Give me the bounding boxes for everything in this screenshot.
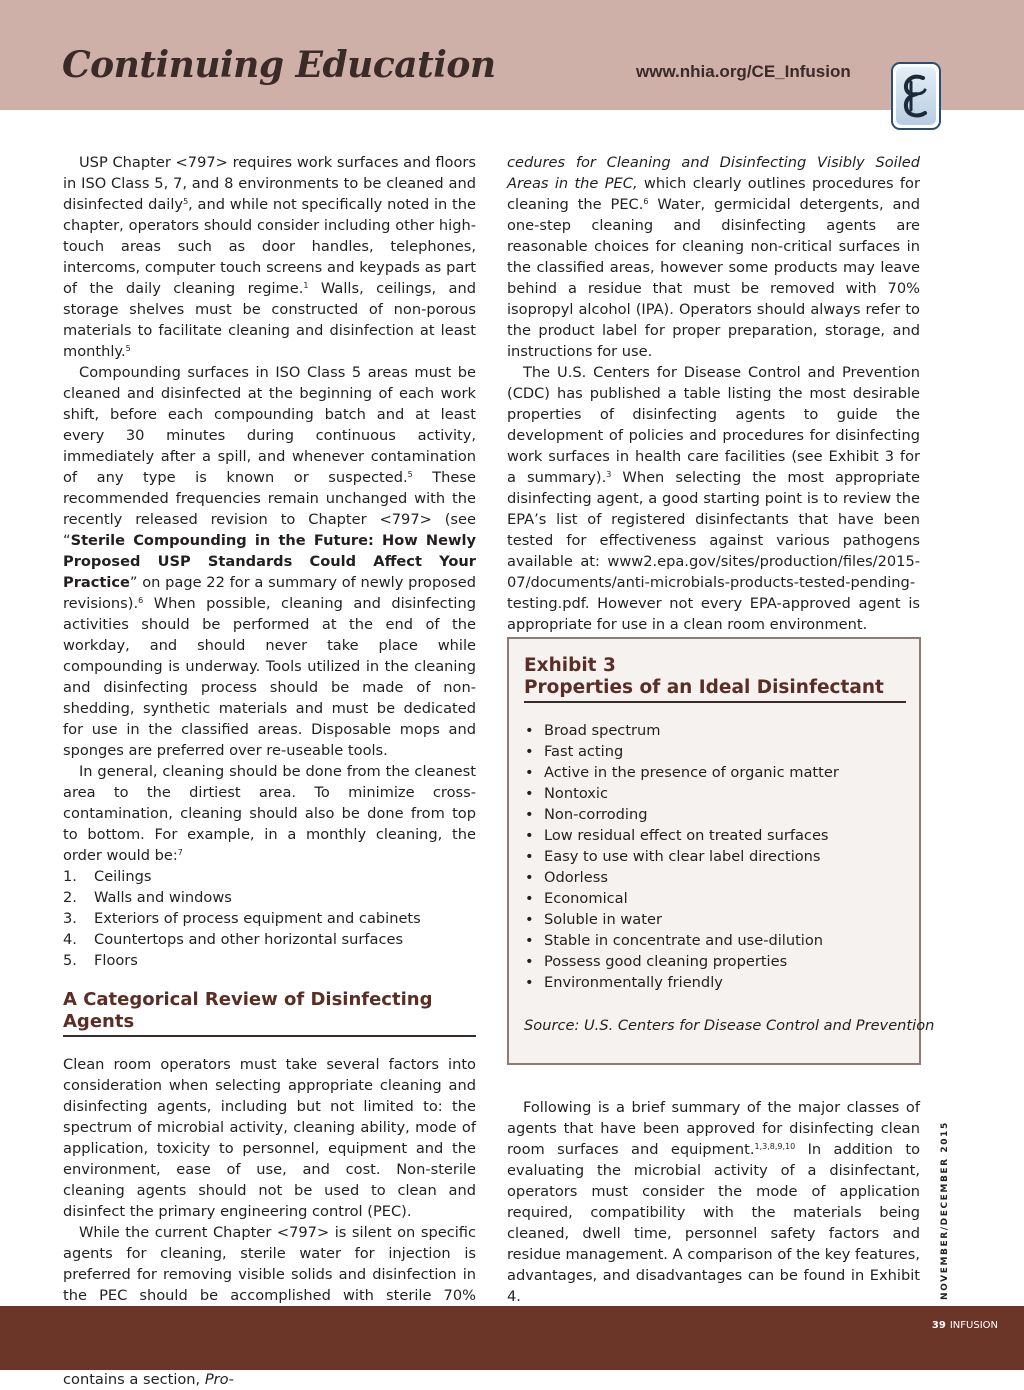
page-header [0, 0, 1024, 110]
list-item: • Stable in concentrate and use-dilution [524, 930, 906, 951]
exhibit-source: Source: U.S. Centers for Disease Control and Prevention [524, 1017, 935, 1034]
right-column [507, 152, 920, 635]
section-title: Continuing Education [62, 44, 496, 86]
exhibit-box [507, 637, 935, 1065]
list-item: 2. Walls and windows [63, 889, 232, 906]
paragraph: Compounding surfaces in ISO Class 5 areas must be cleaned and disinfected at the beginning of each work shift, before each compounding batch and at least every 30 minutes during continuous activity, immediately after a spill, and whenever contamination of any type is known or suspected.$^5$ These recommended frequencies remain unchanged with the recently released revision to Chapter <797> (see “Sterile Compounding in the Future: How Newly Proposed USP Standards Could Affect Your Practice” on page 22 for a summary of newly proposed revisions).$^6$ When possible, cleaning and disinfecting activities should be performed at the end of the workday, and should never take place while compounding is underway. Tools utilized in the cleaning and disinfecting process should be made of non-shedding, synthetic materials and must be dedicated for use in the classified areas. Disposable mops and sponges are preferred over re-useable tools. [63, 364, 476, 759]
list-item: • Low residual effect on treated surfaces [524, 825, 906, 846]
paragraph: Following is a brief summary of the major classes of agents that have been approved for disinfecting clean room surfaces and equipment.$^{1,3,8,9,10}$ In addition to evaluating the microbial activity of a disinfectant, operators must consider the mode of application required, compatibility with the materials being cleaned, dwell time, personnel safety factors and residue management. A comparison of the key features, advantages, and disadvantages can be found in Exhibit 4. [507, 1099, 920, 1305]
section-heading: A Categorical Review of Disinfecting Agents [63, 989, 476, 1037]
list-item: • Fast acting [524, 741, 906, 762]
list-item: • Environmentally friendly [524, 972, 906, 993]
page-number: 39 [931, 1320, 946, 1331]
exhibit-heading: Properties of an Ideal Disinfectant [524, 677, 884, 698]
list-item: • Soluble in water [524, 909, 906, 930]
list-item: • Nontoxic [524, 783, 906, 804]
exhibit-title [524, 655, 906, 703]
paragraph: In general, cleaning should be done from the cleanest area to the dirtiest area. To minimize cross-contamination, cleaning should also be done from top to bottom. For example, in a monthly cleaning, the order would be:$^7$ [63, 763, 476, 864]
left-column [63, 152, 476, 1390]
paragraph: cedures for Cleaning and Disinfecting Visibly Soiled Areas in the PEC, which clearly outlines procedures for cleaning the PEC.$^6$ Water, germicidal detergents, and one-step cleaning and disinfecting agents are reasonable choices for cleaning non-critical surfaces in the classified areas, however some products may leave behind a residue that must be removed with 70% isopropyl alcohol (IPA). Operators should always refer to the product label for proper preparation, storage, and instructions for use. [507, 154, 920, 360]
article-reference: Sterile Compounding in the Future: How Newly Proposed USP Standards Could Affect Your Practice [63, 532, 476, 591]
paragraph: While the current Chapter <797> is silent on specific agents for cleaning, sterile water for injection is preferred for removing visible solids and disinfection in the PEC should be accomplished with sterile 70% contains a section, Pro- [63, 1224, 476, 1388]
list-item: • Non-corroding [524, 804, 906, 825]
list-item: 1. Ceilings [63, 868, 152, 885]
list-item: • Active in the presence of organic matter [524, 762, 906, 783]
list-item: • Economical [524, 888, 906, 909]
header-url-link[interactable]: www.nhia.org/CE_Infusion [636, 62, 851, 81]
right-column-bottom [507, 1097, 920, 1307]
paragraph: Clean room operators must take several factors into consideration when selecting appropriate cleaning and disinfecting agents, including but not limited to: the spectrum of microbial activity, cleaning ability, mode of application, toxicity to personnel, equipment and the environment, ease of use, and cost. Non-sterile cleaning agents should not be used to clean and disinfect the primary engineering control (PEC). [63, 1056, 476, 1220]
properties-list [524, 720, 906, 993]
cleaning-order-list [63, 866, 476, 971]
list-item: • Odorless [524, 867, 906, 888]
paragraph: The U.S. Centers for Disease Control and Prevention (CDC) has published a table listing the most desirable properties of disinfecting agents to guide the development of policies and procedures for disinfecting work surfaces in health care facilities (see Exhibit 3 for a summary).$^3$ When selecting the most appropriate disinfecting agent, a good starting point is to review the EPA’s list of registered disinfectants that have been tested for effectiveness against various pathogens available at: www2.epa.gov/sites/production/files/2015-07/documents/anti-microbials-products-tested-pending-testing.pdf. However not every EPA-approved agent is appropriate for use in a clean room environment. [507, 364, 920, 633]
footer-folio [932, 1320, 998, 1331]
ce-logo-icon [891, 62, 941, 130]
list-item: • Broad spectrum [524, 720, 906, 741]
paragraph: USP Chapter <797> requires work surfaces and floors in ISO Class 5, 7, and 8 environments to be cleaned and disinfected daily$^5$, and while not specifically noted in the chapter, operators should consider including other high-touch areas such as door handles, telephones, intercoms, computer touch screens and keypads as part of the daily cleaning regime.$^1$ Walls, ceilings, and storage shelves must be constructed of non-porous materials to facilitate cleaning and disinfection at least monthly.$^5$ [63, 154, 477, 360]
issue-date: NOVEMBER/DECEMBER 2015 [940, 1121, 950, 1300]
page-footer [0, 1306, 1024, 1370]
exhibit-label: Exhibit 3 [524, 655, 616, 676]
list-item: • Easy to use with clear label directions [524, 846, 906, 867]
list-item: 4. Countertops and other horizontal surfaces [63, 931, 404, 948]
list-item: 3. Exteriors of process equipment and cabinets [63, 910, 421, 927]
magazine-name: INFUSION [949, 1320, 998, 1331]
list-item: • Possess good cleaning properties [524, 951, 906, 972]
list-item: 5. Floors [63, 952, 138, 969]
